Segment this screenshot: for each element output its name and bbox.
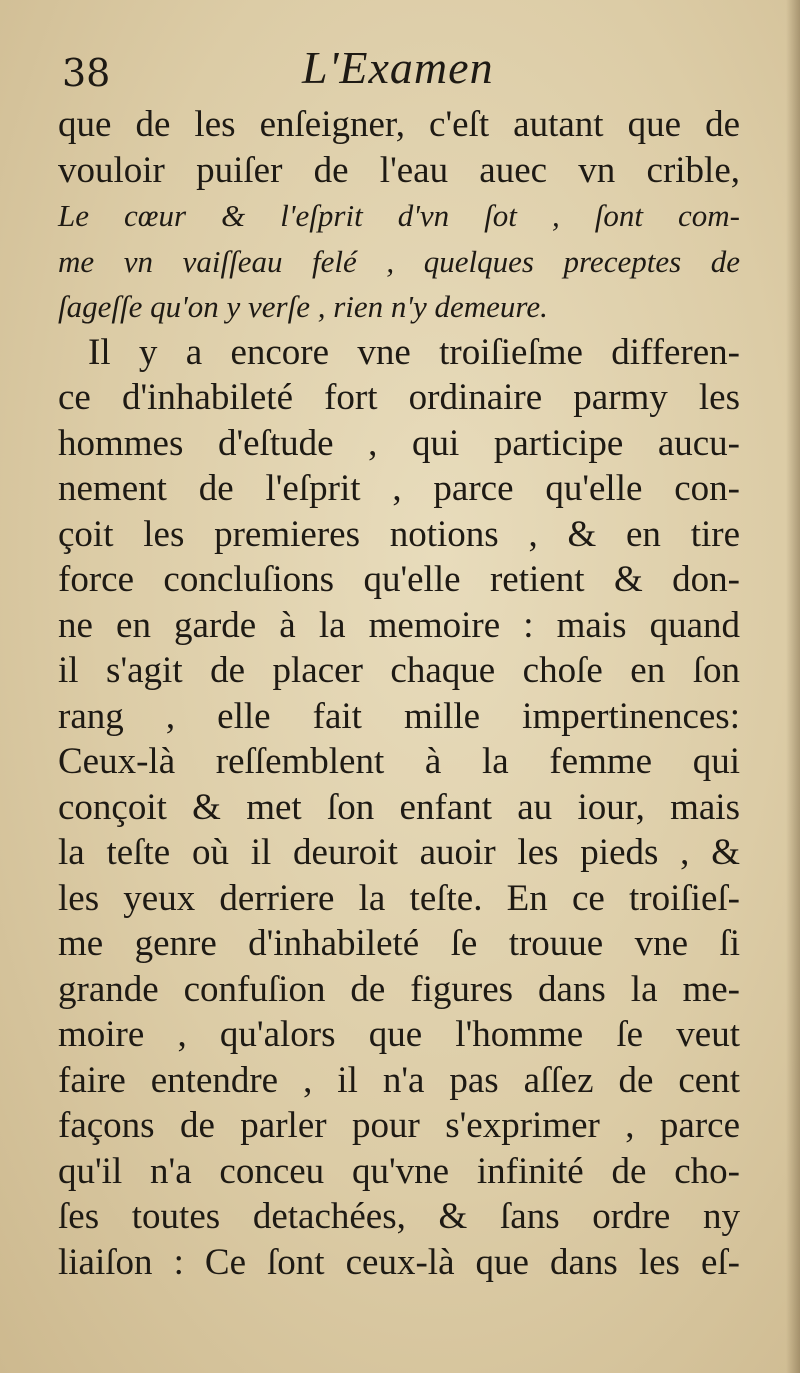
text-line: conçoit & met ſon enfant au iour, mais bbox=[58, 786, 740, 828]
text-line: ne en garde à la memoire : mais quand bbox=[58, 604, 740, 646]
page-number: 38 bbox=[62, 51, 111, 95]
text-line: Ceux-là reſſemblent à la femme qui bbox=[58, 741, 740, 782]
text-line: la teſte où il deuroit auoir les pieds , & bbox=[58, 832, 740, 873]
text-line: çoit les premieres notions , & en tire bbox=[58, 513, 740, 555]
text-line: ſes toutes detachées, & ſans ordre ny bbox=[58, 1196, 740, 1237]
page-header bbox=[62, 38, 742, 98]
text-line: grande confuſion de figures dans la me- bbox=[58, 968, 740, 1010]
text-line: il s'agit de placer chaque choſe en ſon bbox=[58, 650, 740, 691]
text-line: force concluſions qu'elle retient & don- bbox=[58, 559, 740, 600]
text-line: me genre d'inhabileté ſe trouue vne ſi bbox=[58, 923, 740, 964]
text-line: rang , elle fait mille impertinences: bbox=[58, 695, 740, 737]
text-line: ce d'inhabileté fort ordinaire parmy les bbox=[58, 377, 740, 418]
text-line: Il y a encore vne troiſieſme differen- bbox=[88, 331, 740, 373]
text-line: faire entendre , il n'a pas aſſez de cent bbox=[58, 1059, 740, 1101]
page-edge-shadow bbox=[786, 0, 800, 1373]
text-line: vouloir puiſer de l'eau auec vn crible, bbox=[58, 149, 740, 191]
text-line: que de les enſeigner, c'eſt autant que de bbox=[58, 104, 740, 145]
text-line: me vn vaiſſeau felé , quelques preceptes de bbox=[58, 243, 740, 279]
text-line: façons de parler pour s'exprimer , parce bbox=[58, 1105, 740, 1146]
running-title: L'Examen bbox=[302, 42, 494, 93]
text-line: liaiſon : Ce ſont ceux-là que dans les eſ- bbox=[58, 1241, 740, 1283]
text-line: Le cœur & l'eſprit d'vn ſot , ſont com- bbox=[58, 198, 740, 233]
text-line: moire , qu'alors que l'homme ſe veut bbox=[58, 1014, 740, 1055]
body-text bbox=[58, 102, 740, 1285]
text-line: hommes d'eſtude , qui participe aucu- bbox=[58, 422, 740, 464]
text-line: ſageſſe qu'on y verſe , rien n'y demeure. bbox=[58, 289, 548, 324]
text-line: qu'il n'a conceu qu'vne infinité de cho- bbox=[58, 1150, 740, 1192]
text-line: nement de l'eſprit , parce qu'elle con- bbox=[58, 468, 740, 509]
text-line: les yeux derriere la teſte. En ce troiſieſ- bbox=[58, 877, 740, 919]
